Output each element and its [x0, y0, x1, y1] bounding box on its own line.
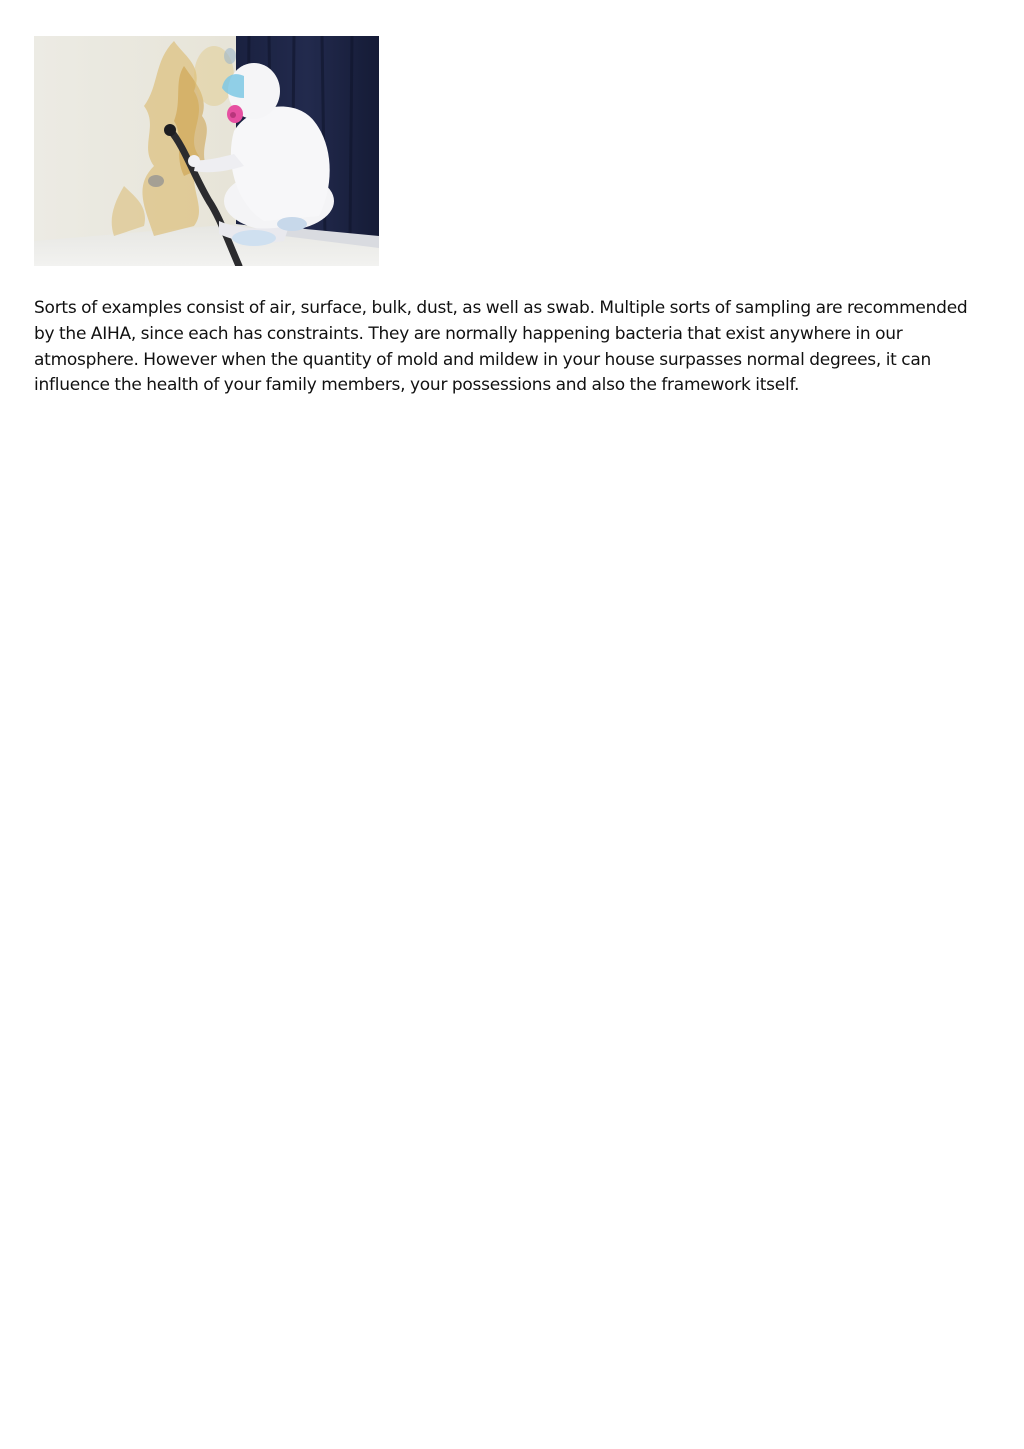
article-paragraph: Sorts of examples consist of air, surface, bulk, dust, as well as swab. Multiple sorts of sampling are recommended by the AIHA, since each has constraints. They are normally happening bacteria that exist anywhere in our atmosphere. However when the quantity of mold and mildew in your house surpasses normal degrees, it can influence the health of your family members, your possessions and also the framework itself.: [34, 298, 968, 396]
mold-inspection-photo: [34, 36, 379, 266]
